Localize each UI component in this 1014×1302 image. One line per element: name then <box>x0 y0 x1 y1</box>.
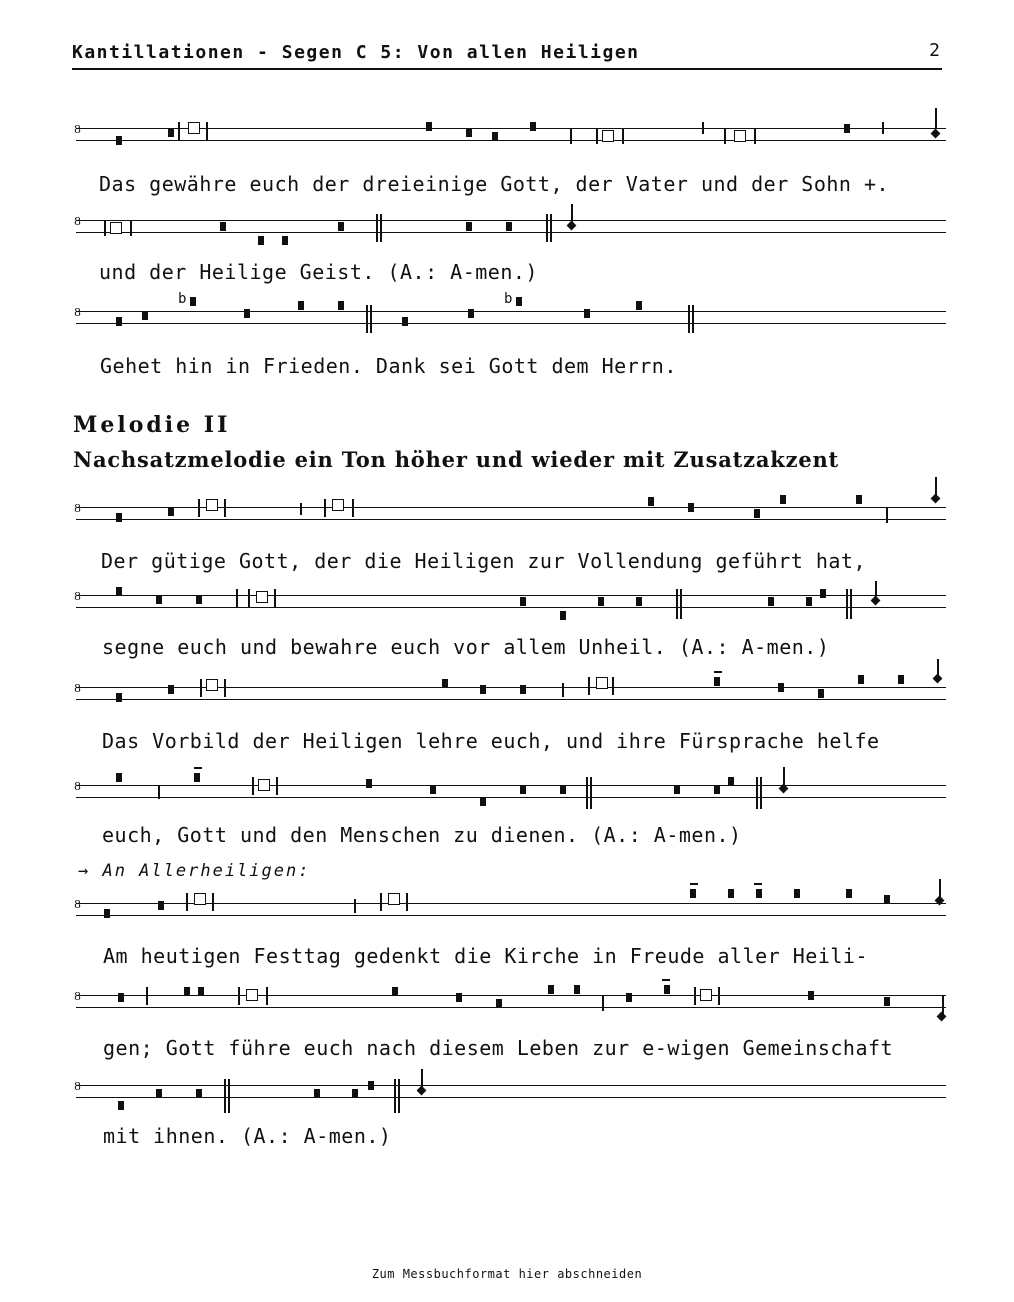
staff-10 <box>74 1080 946 1099</box>
lyric-line: euch, Gott und den Menschen zu dienen. (A.: A-men.) <box>102 823 742 847</box>
clef-icon: 8 <box>74 682 81 695</box>
clef-icon: 8 <box>74 898 81 911</box>
page-header <box>72 40 942 70</box>
lyric-line: gen; Gott führe euch nach diesem Leben zur e-wigen Gemeinschaft <box>103 1036 894 1060</box>
staff-6 <box>74 682 946 701</box>
staff-3: 8 b b <box>76 311 946 325</box>
lyric-line: Der gütige Gott, der die Heiligen zur Vollendung geführt hat, <box>101 549 867 573</box>
clef-icon: 8 <box>74 1080 81 1093</box>
staff-5 <box>74 590 946 609</box>
staff-9 <box>74 990 946 1009</box>
staff-8 <box>74 898 946 917</box>
rubric-note: → An Allerheiligen: <box>78 861 311 881</box>
staff-7 <box>74 780 946 799</box>
clef-icon: 8 <box>74 123 81 136</box>
clef-icon: 8 <box>74 990 81 1003</box>
clef-icon: 8 <box>74 215 81 228</box>
lyric-line: segne euch und bewahre euch vor allem Unheil. (A.: A-men.) <box>102 635 830 659</box>
clef-icon: 8 <box>74 306 81 319</box>
lyric-line: Am heutigen Festtag gedenkt die Kirche in Freude aller Heili- <box>103 944 869 968</box>
lyric-line: Das Vorbild der Heiligen lehre euch, und ihre Fürsprache helfe <box>102 729 880 753</box>
header-title: Kantillationen - Segen C 5: Von allen Heiligen <box>72 42 640 63</box>
clef-icon: 8 <box>74 590 81 603</box>
lyric-line: Das gewähre euch der dreieinige Gott, der Vater und der Sohn +. <box>99 172 890 196</box>
footer-cut-note: Zum Messbuchformat hier abschneiden <box>371 1267 643 1281</box>
section-heading: Melodie II <box>73 412 231 438</box>
staff-2 <box>74 215 946 234</box>
lyric-line: und der Heilige Geist. (A.: A-men.) <box>99 260 538 284</box>
page-number: 2 <box>929 40 940 61</box>
clef-icon: 8 <box>74 502 81 515</box>
lyric-line: Gehet hin in Frieden. Dank sei Gott dem Herrn. <box>100 354 677 378</box>
lyric-line: mit ihnen. (A.: A-men.) <box>103 1124 392 1148</box>
staff-1 <box>74 123 946 142</box>
clef-icon: 8 <box>74 780 81 793</box>
staff-4 <box>74 502 946 521</box>
section-subheading: Nachsatzmelodie ein Ton höher und wieder mit Zusatzakzent <box>73 447 840 472</box>
